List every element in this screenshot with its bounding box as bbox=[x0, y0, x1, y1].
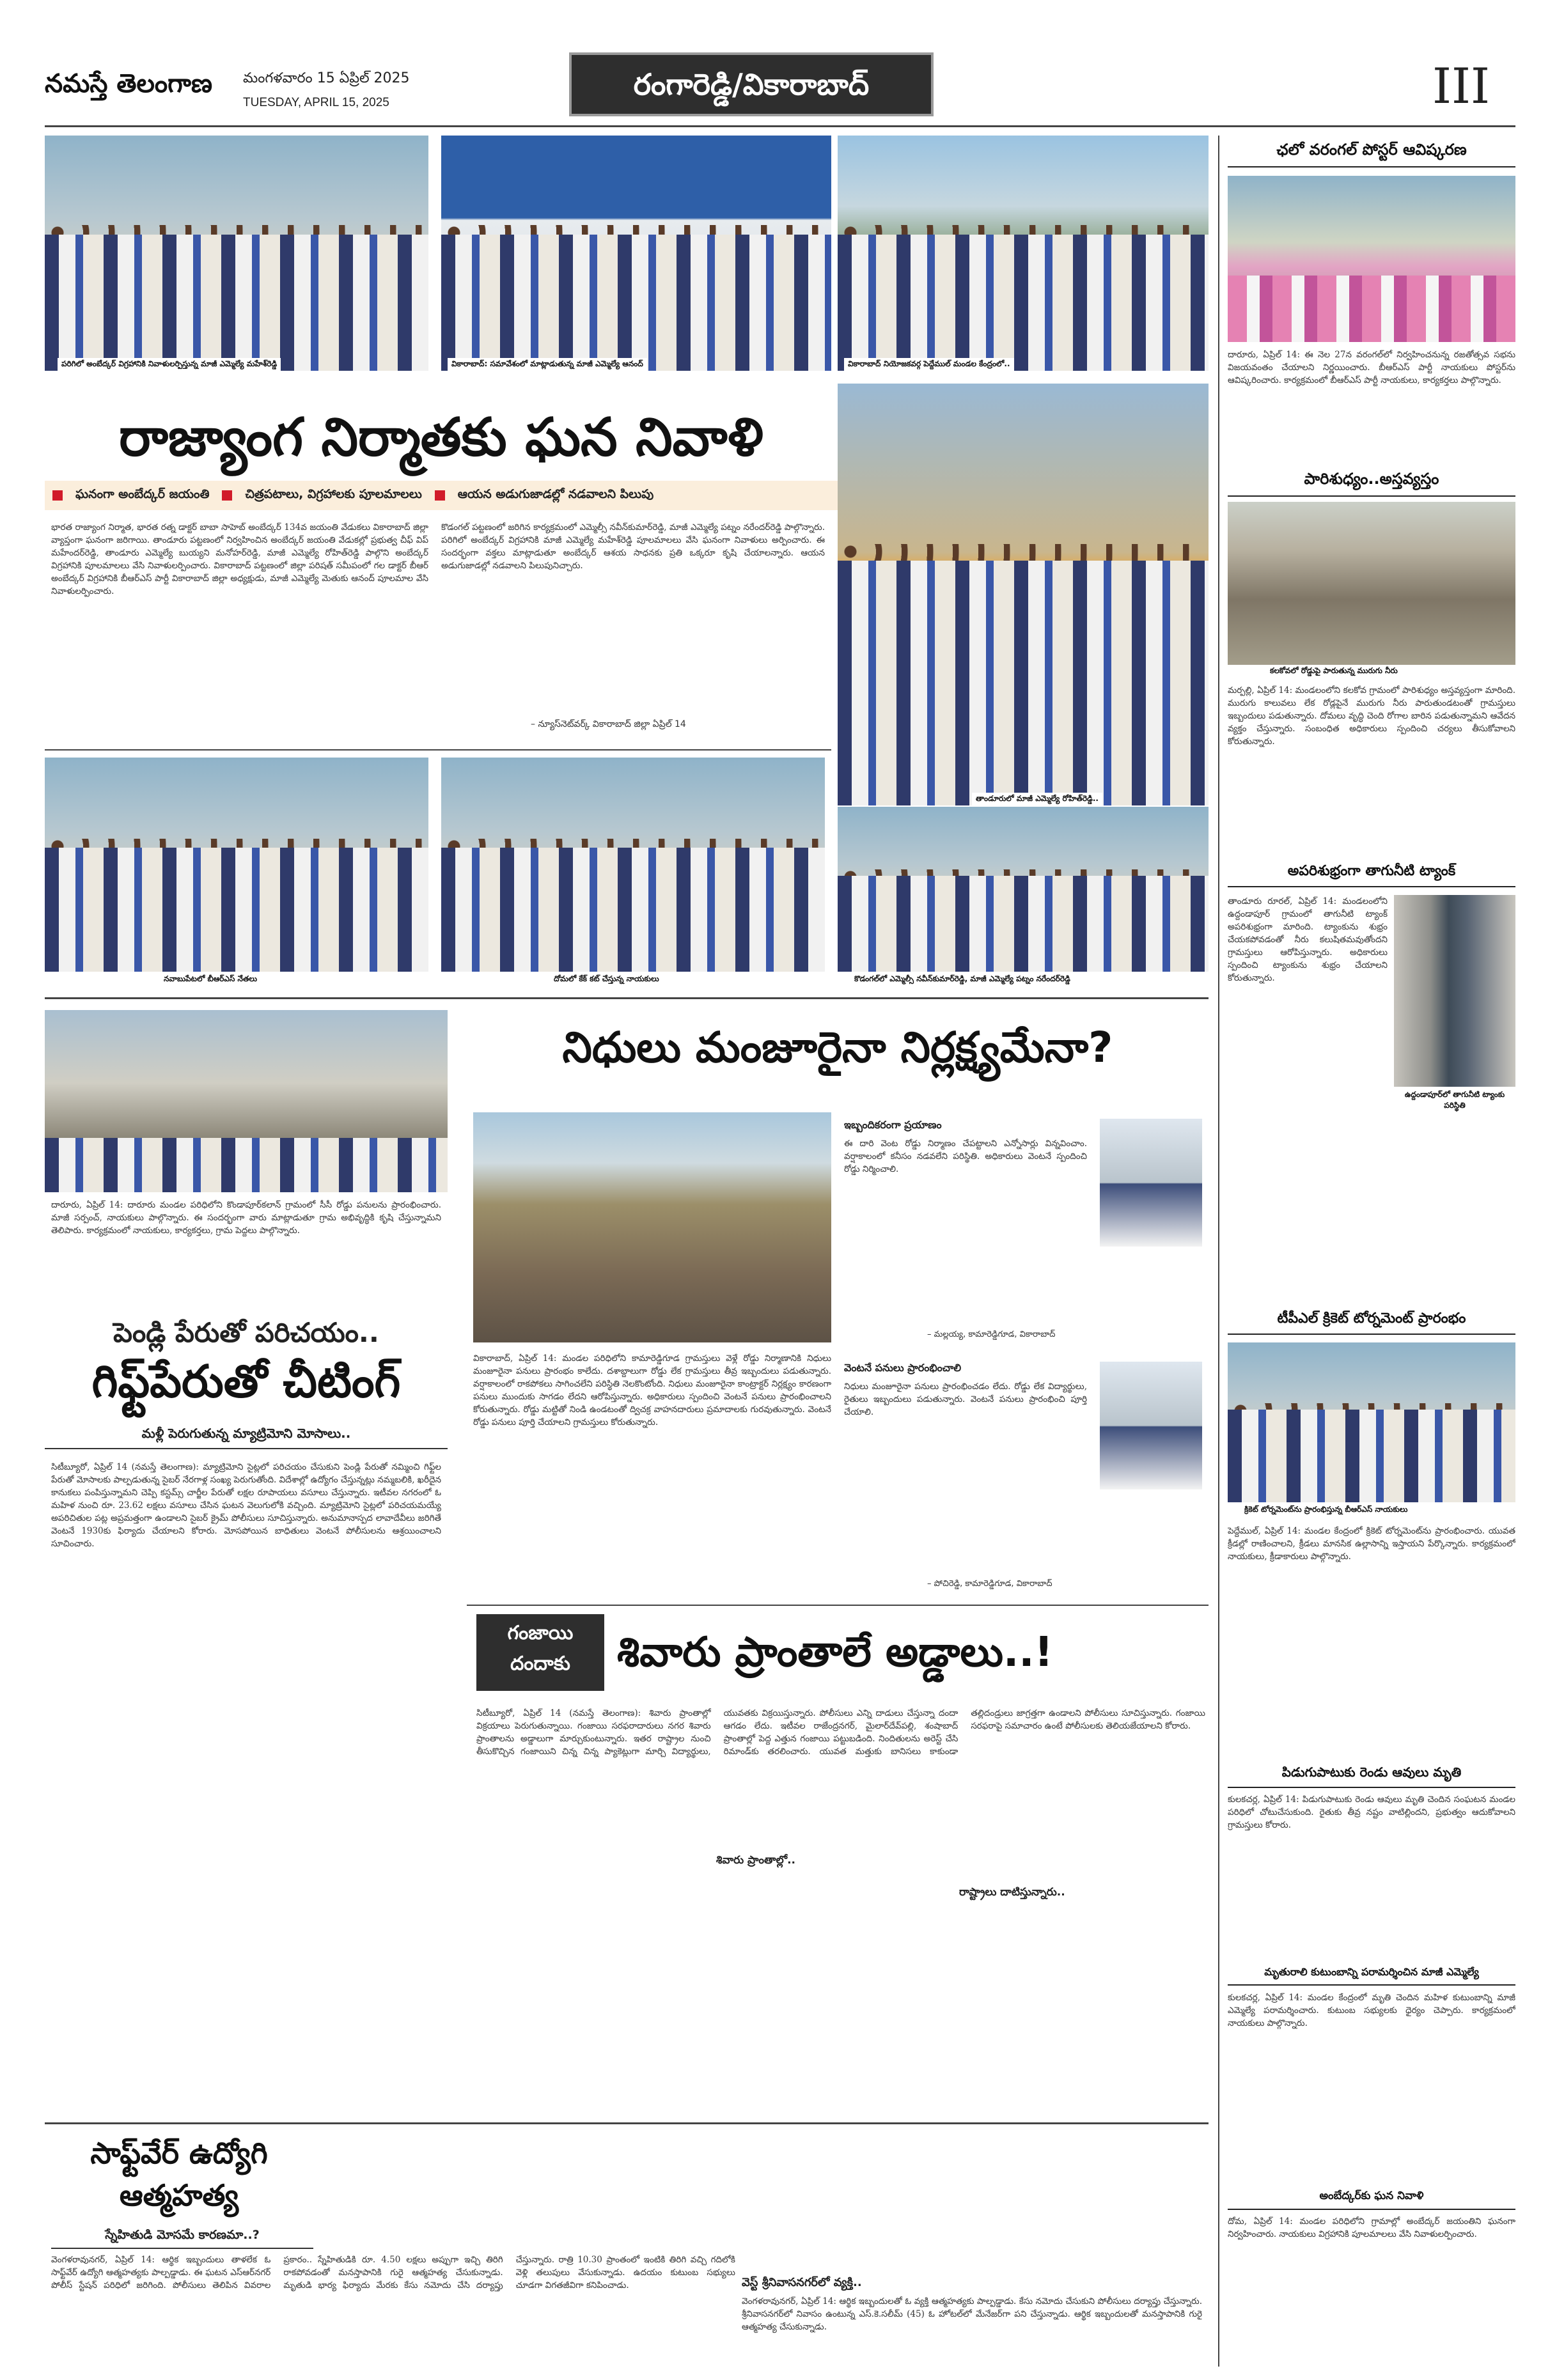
ganja-subhead-1: శివారు ప్రాంతాల్లో.. bbox=[716, 1854, 795, 1869]
software-sidebar-body: వెంగళరావునగర్, ఏప్రిల్ 14: ఆర్థిక ఇబ్బందులతో ఓ వ్యక్తి ఆత్మహత్యకు పాల్పడ్డాడు. కేసు నమోదు చేసుకుని పోలీసులు దర్యాప్తు చేస్తున్నారు. శ్రీనివాసనగర్‌లో నివాసం ఉంటున్న ఎస్.కె.సలీమ్ (45) ఓ హోటల్‌లో మేనేజర్‌గా పని చేస్తున్నాడు. ఆర్థిక ఇబ్బందులతో మనస్తాపానికి గురై ఆత్మహత్య చేసుకున్నాడు. bbox=[742, 2296, 1202, 2332]
cement-story-body: దారూరు, ఏప్రిల్ 14: దారూరు మండల పరిధిలోని కొండాపూర్‌కలాన్ గ్రామంలో సీసీ రోడ్డు పనులను ప్రారంభించారు. మాజీ సర్పంచ్, నాయకులు పాల్గొన్నారు. ఈ సందర్భంగా వారు మాట్లాడుతూ గ్రామ అభివృద్ధికి కృషి చేస్తున్నామని తెలిపారు. కార్యక్రమంలో నాయకులు, కార్యకర్తలు, గ్రామ పెద్దలు పాల్గొన్నారు. bbox=[51, 1200, 441, 1236]
lead-photo-vikarabad-meeting bbox=[441, 136, 831, 371]
right-story-4-photo bbox=[1228, 1342, 1515, 1502]
funds-headline: నిధులు మంజూరైనా నిర్లక్ష్యమేనా? bbox=[562, 1023, 1113, 1072]
right-story-3-photo bbox=[1394, 895, 1515, 1087]
software-body: వెంగళరావునగర్, ఏప్రిల్ 14: ఆర్థిక ఇబ్బందులు తాళలేక ఓ సాఫ్ట్‌వేర్ ఉద్యోగి ఆత్మహత్యకు పాల్పడ్డాడు. ఈ ఘటన ఎస్‌ఆర్‌నగర్ పోలీస్ స్టేషన్ పరిధిలో జరిగింది. పోలీసులు తెలిపిన వివరాల ప్రకారం.. స్నేహితుడికి రూ. 4.50 లక్షలు అప్పుగా ఇచ్చి తిరిగి రాకపోవడంతో మనస్తాపానికి గురై ఆత్మహత్య చేసుకున్నాడు. మృతుడి భార్య ఫిర్యాదు మేరకు కేసు నమోదు చేసి దర్యాప్తు చేస్తున్నారు. రాత్రి 10.30 ప్రాంతంలో ఇంటికి తిరిగి వచ్చి గదిలోకి వెళ్లి తలుపులు వేసుకున్నాడు. ఉదయం కుటుంబ సభ్యులు చూడగా విగతజీవిగా కనిపించాడు. bbox=[51, 2255, 735, 2291]
lead-caption-7: కొడంగల్‌లో ఎమ్మెల్సీ నవీన్‌కుమార్‌రెడ్డి, మాజీ ఎమ్మెల్యే పట్నం నరేందర్‌రెడ్డి bbox=[850, 973, 1074, 986]
highlight-bullet-icon bbox=[52, 490, 63, 501]
lead-dateline: – న్యూస్‌నెట్‌వర్క్ వికారాబాద్ జిల్లా ఏప్రిల్ 14 bbox=[531, 719, 686, 729]
right-story-4-caption: క్రికెట్ టోర్నమెంట్‌ను ప్రారంభిస్తున్న బీఆర్‌ఎస్ నాయకులు bbox=[1240, 1504, 1411, 1517]
lead-headline: రాజ్యాంగ నిర్మాతకు ఘన నివాళి bbox=[119, 407, 763, 468]
funds-divider bbox=[467, 1605, 1209, 1606]
highlight-2: చిత్రపటాలు, విగ్రహాలకు పూలమాలలు bbox=[245, 486, 422, 501]
quote-2-avatar bbox=[1100, 1362, 1202, 1489]
highlight-bullet-icon bbox=[435, 490, 445, 501]
cheating-headline: గిఫ్ట్‌పేరుతో చీటింగ్ bbox=[91, 1355, 401, 1408]
lead-photo-nawabpet bbox=[45, 758, 428, 972]
quote-1-body: ఈ దారి వెంట రోడ్డు నిర్మాణం చేపట్టాలని ఎన్నోసార్లు విన్నవించాం. వర్షాకాలంలో కనీసం నడవలేని పరిస్థితి. అధికారులు వెంటనే స్పందించి రోడ్డు నిర్మించాలి. bbox=[844, 1139, 1087, 1174]
quote-1-avatar bbox=[1100, 1119, 1202, 1247]
right-story-2-title: పారిశుధ్యం..అస్తవ్యస్తం bbox=[1228, 470, 1515, 497]
lead-photo-kodangal bbox=[838, 807, 1209, 972]
quote-2-title: వెంటనే పనులు ప్రారంభించాలి bbox=[844, 1362, 962, 1374]
right-story-2-body: మర్పల్లి, ఏప్రిల్ 14: మండలంలోని కలకోవ గ్రామంలో పారిశుధ్యం అస్తవ్యస్తంగా మారింది. మురుగు కాలువలు లేక రోడ్లపైనే మురుగు నీరు పారుతుండటంతో గ్రామస్తులు ఇబ్బందులు పడుతున్నారు. దోమలు వృద్ధి చెంది రోగాల బారిన పడుతున్నామని ఆవేదన వ్యక్తం చేస్తున్నారు. సంబంధిత అధికారులు స్పందించి చర్యలు తీసుకోవాలని కోరుతున్నారు. bbox=[1228, 685, 1515, 747]
right-story-7-body: దోమ, ఏప్రిల్ 14: మండల పరిధిలోని గ్రామాల్లో అంబేద్కర్ జయంతిని ఘనంగా నిర్వహించారు. నాయకులు విగ్రహానికి పూలమాలలు వేసి నివాళులర్పించారు. bbox=[1228, 2216, 1515, 2239]
right-story-6-title: మృతురాలి కుటుంబాన్ని పరామర్శించిన మాజీ ఎమ్మెల్యే bbox=[1228, 1966, 1515, 1986]
lead-photo-peddemul bbox=[838, 136, 1209, 371]
lead-caption-2: వికారాబాద్: సమావేశంలో మాట్లాడుతున్న మాజీ ఎమ్మెల్యే ఆనంద్ bbox=[448, 358, 647, 371]
right-story-4-body: పెద్దేముల్, ఏప్రిల్ 14: మండల కేంద్రంలో క్రికెట్ టోర్నమెంట్‌ను ప్రారంభించారు. యువత క్రీడల్లో రాణించాలని, క్రీడలు మానసిక ఉల్లాసాన్ని ఇస్తాయని పేర్కొన్నారు. కార్యక్రమంలో నాయకులు, క్రీడాకారులు పాల్గొన్నారు. bbox=[1228, 1526, 1515, 1562]
lead-caption-1: పరిగిలో అంబేద్కర్ విగ్రహానికి నివాళులర్పిస్తున్న మాజీ ఎమ్మెల్యే మహేశ్‌రెడ్డి bbox=[58, 358, 281, 371]
bottom-divider bbox=[45, 2122, 1209, 2124]
right-column-divider bbox=[1218, 136, 1219, 2367]
right-story-1-photo bbox=[1228, 176, 1515, 342]
right-story-2-caption: కలకోవలో రోడ్డుపై పారుతున్న మురుగు నీరు bbox=[1266, 665, 1402, 678]
right-story-3-caption: ఉద్దండాపూర్‌లో తాగునీటి ట్యాంకు పరిస్థితి bbox=[1404, 1090, 1505, 1110]
lead-photo-tandur bbox=[838, 384, 1209, 805]
right-story-6-body: కులకచర్ల, ఏప్రిల్ 14: మండల కేంద్రంలో మృతి చెందిన మహిళ కుటుంబాన్ని మాజీ ఎమ్మెల్యే పరామర్శించారు. కుటుంబ సభ్యులకు ధైర్యం చెప్పారు. కార్యక్రమంలో నాయకులు పాల్గొన్నారు. bbox=[1228, 1993, 1515, 2028]
date-telugu: మంగళవారం 15 ఏప్రిల్ 2025 bbox=[243, 70, 410, 86]
lead-body-col1: భారత రాజ్యాంగ నిర్మాత, భారత రత్న డాక్టర్ బాబా సాహెబ్ అంబేద్కర్ 134వ జయంతి వేడుకలు వికారాబాద్ జిల్లా వ్యాప్తంగా ఘనంగా జరిగాయి. తాండూరు పట్టణంలో నిర్వహించిన అంబేద్కర్ జయంతి వేడుకల్లో ప్రభుత్వ చీఫ్ విప్ మహేందర్‌రెడ్డి, తాండూరు ఎమ్మెల్యే బుయ్యని మనోహర్‌రెడ్డి, మాజీ ఎమ్మెల్యే రోహిత్‌రెడ్డి పాల్గొని అంబేద్కర్ విగ్రహానికి పూలమాలలు వేసి నివాళులర్పించారు. వికారాబాద్ పట్టణంలో జిల్లా పరిషత్ సమీపంలో గల డాక్టర్ బీఆర్ అంబేద్కర్ విగ్రహానికి బీఆర్‌ఎస్ పార్టీ వికారాబాద్ జిల్లా అధ్యక్షుడు, మాజీ ఎమ్మెల్యే మెతుకు ఆనంద్ పూలమాల వేసి నివాళులర్పించారు. bbox=[51, 522, 428, 596]
cheating-kicker: పెండ్లి పేరుతో పరిచయం.. bbox=[113, 1317, 379, 1348]
funds-quote-2 bbox=[844, 1362, 1209, 1605]
cheating-subhead: మళ్లీ పెరుగుతున్న మ్యాట్రిమోని మోసాలు.. bbox=[45, 1426, 448, 1449]
funds-road-photo bbox=[473, 1112, 831, 1342]
right-story-3-body: తాండూరు రూరల్, ఏప్రిల్ 14: మండలంలోని ఉద్దండాపూర్ గ్రామంలో తాగునీటి ట్యాంక్ అపరిశుభ్రంగా మారింది. ట్యాంకును శుభ్రం చేయకపోవడంతో నీరు కలుషితమవుతోందని గ్రామస్తులు ఆరోపిస్తున్నారు. అధికారులు స్పందించి ట్యాంకును శుభ్రం చేయాలని కోరుతున్నారు. bbox=[1228, 896, 1388, 983]
section-divider bbox=[45, 997, 1209, 999]
right-story-4-title: టీపీఎల్ క్రికెట్ టోర్నమెంట్ ప్రారంభం bbox=[1228, 1311, 1515, 1335]
masthead-rule bbox=[45, 125, 1515, 127]
right-story-7-title: అంబేద్కర్‌కు ఘన నివాళి bbox=[1228, 2189, 1515, 2210]
date-english: TUESDAY, APRIL 15, 2025 bbox=[243, 96, 389, 109]
quote-1-title: ఇబ్బందికరంగా ప్రయాణం bbox=[844, 1119, 942, 1131]
lead-photo-parigi bbox=[45, 136, 428, 371]
ganja-kicker-top: గంజాయి bbox=[507, 1622, 574, 1644]
right-story-5-title: పిడుగుపాటుకు రెండు ఆవులు మృతి bbox=[1228, 1764, 1515, 1788]
quote-2-author: – పోచిరెడ్డి, కామారెడ్డిగూడ, వికారాబాద్ bbox=[927, 1579, 1052, 1589]
masthead bbox=[0, 0, 1557, 128]
right-story-2-photo bbox=[1228, 502, 1515, 665]
section-title: రంగారెడ్డి/వికారాబాద్ bbox=[633, 67, 870, 102]
right-story-1-title: ఛలో వరంగల్ పోస్టర్ ఆవిష్కరణ bbox=[1228, 141, 1515, 167]
cement-mixer-photo bbox=[45, 1010, 448, 1192]
quote-1-author: – మల్లయ్య, కామారెడ్డిగూడ, వికారాబాద్ bbox=[927, 1330, 1056, 1339]
right-story-3-title: అపరిశుభ్రంగా తాగునీటి ట్యాంక్ bbox=[1228, 863, 1515, 887]
ganja-kicker-bottom: దందాకు bbox=[510, 1653, 570, 1675]
lead-divider bbox=[45, 749, 831, 751]
right-story-5-body: కులకచర్ల, ఏప్రిల్ 14: పిడుగుపాటుకు రెండు ఆవులు మృతి చెందిన సంఘటన మండల పరిధిలో చోటుచేసుకుంది. రైతుకు తీవ్ర నష్టం వాటిల్లిందని, ప్రభుత్వం ఆదుకోవాలని గ్రామస్తులు కోరారు. bbox=[1228, 1794, 1515, 1830]
lead-caption-4: తాండూరులో మాజీ ఎమ్మెల్యే రోహిత్‌రెడ్డి.. bbox=[972, 793, 1102, 806]
ganja-body: సిటీబ్యూరో, ఏప్రిల్ 14 (నమస్తే తెలంగాణ): శివారు ప్రాంతాల్లో విక్రయాలు పెరుగుతున్నాయి. గంజాయి సరఫరాదారులు నగర శివారు ప్రాంతాలను అడ్డాలుగా మార్చుకుంటున్నారు. ఇతర రాష్ట్రాల నుంచి తీసుకొచ్చిన గంజాయిని చిన్న చిన్న ప్యాకెట్లుగా మార్చి విద్యార్థులు, యువతకు విక్రయిస్తున్నారు. పోలీసులు ఎన్ని దాడులు చేస్తున్నా దందా ఆగడం లేదు. ఇటీవల రాజేంద్రనగర్, మైలార్‌దేవ్‌పల్లి, శంషాబాద్ ప్రాంతాల్లో పెద్ద ఎత్తున గంజాయి పట్టుబడింది. నిందితులను అరెస్ట్ చేసి రిమాండ్‌కు తరలించారు. యువత మత్తుకు బానిసలు కాకుండా తల్లిదండ్రులు జాగ్రత్తగా ఉండాలని పోలీసులు సూచిస్తున్నారు. గంజాయి సరఫరాపై సమాచారం ఉంటే పోలీసులకు తెలియజేయాలని కోరారు. bbox=[476, 1708, 1205, 1757]
lead-caption-5: నవాబుపేటలో బీఆర్‌ఎస్ నేతలు bbox=[160, 973, 261, 986]
section-banner bbox=[569, 52, 934, 116]
cheating-body: సిటీబ్యూరో, ఏప్రిల్ 14 (నమస్తే తెలంగాణ): మ్యాట్రిమోని సైట్లలో పరిచయం చేసుకుని పెండ్లి పేరుతో నమ్మించి గిఫ్ట్‌ల పేరుతో మోసాలకు పాల్పడుతున్న సైబర్ నేరగాళ్ల సంఖ్య పెరుగుతోంది. విదేశాల్లో ఉద్యోగం చేస్తున్నట్లు నమ్మబలికి, ఖరీదైన కానుకలు పంపిస్తున్నామని చెప్పి కస్టమ్స్ చార్జీల పేరుతో లక్షల రూపాయలు వసూలు చేస్తున్నారు. ఇటీవల నగరంలో ఓ మహిళ నుంచి రూ. 23.62 లక్షలు వసూలు చేసిన ఘటన వెలుగులోకి వచ్చింది. మ్యాట్రిమోని సైట్లలో పరిచయమయ్యే అపరిచితుల పట్ల అప్రమత్తంగా ఉండాలని సైబర్ క్రైమ్ పోలీసులు సూచిస్తున్నారు. అనుమానాస్పద లావాదేవీలు జరిగితే వెంటనే 1930కు ఫిర్యాదు చేయాలని కోరారు. మోసపోయిన బాధితులు వెంటనే పోలీసులను ఆశ్రయించాలని సూచించారు. bbox=[51, 1462, 441, 1549]
lead-body-col2: కొడంగల్ పట్టణంలో జరిగిన కార్యక్రమంలో ఎమ్మెల్సీ నవీన్‌కుమార్‌రెడ్డి, మాజీ ఎమ్మెల్యే పట్నం నరేందర్‌రెడ్డి పాల్గొన్నారు. పరిగిలో అంబేద్కర్ విగ్రహానికి మాజీ ఎమ్మెల్యే మహేశ్‌రెడ్డి పూలమాలలు వేసి ఘనంగా నివాళులు అర్పించారు. ఈ సందర్భంగా వక్తలు మాట్లాడుతూ అంబేద్కర్ ఆశయ సాధనకు ప్రతి ఒక్కరూ కృషి చేయాలన్నారు. ఆయన అడుగుజాడల్లో నడవాలని పిలుపునిచ్చారు. bbox=[441, 522, 825, 571]
highlight-3: ఆయన అడుగుజాడల్లో నడవాలని పిలుపు bbox=[457, 486, 654, 501]
lead-photo-doma bbox=[441, 758, 825, 972]
funds-quote-1 bbox=[844, 1119, 1209, 1355]
software-subhead: స్నేహితుడి మోసమే కారణమా..? bbox=[51, 2228, 313, 2249]
lead-highlights-bar bbox=[45, 481, 838, 510]
software-sidebar-title: వెస్ట్ శ్రీనివాసనగర్‌లో వ్యక్తి.. bbox=[742, 2276, 862, 2289]
lead-caption-3: వికారాబాద్ నియోజకవర్గ పెద్దేముల్ మండల కేంద్రంలో.. bbox=[844, 358, 1014, 371]
highlight-1: ఘనంగా అంబేద్కర్ జయంతి bbox=[75, 486, 210, 501]
right-story-1-body: దారూరు, ఏప్రిల్ 14: ఈ నెల 27న వరంగల్‌లో నిర్వహించనున్న రజతోత్సవ సభను విజయవంతం చేయాలని నిర్ణయించారు. బీఆర్‌ఎస్ పార్టీ నాయకులు పోస్టర్‌ను ఆవిష్కరించారు. కార్యక్రమంలో బీఆర్‌ఎస్ పార్టీ నాయకులు, కార్యకర్తలు పాల్గొన్నారు. bbox=[1228, 350, 1515, 385]
funds-body: వికారాబాద్, ఏప్రిల్ 14: మండల పరిధిలోని కామారెడ్డిగూడ గ్రామస్తులు వెళ్లే రోడ్డు నిర్మాణానికి నిధులు మంజూరైనా పనులు ప్రారంభం కాలేదు. దశాబ్దాలుగా రోడ్డు లేక గ్రామస్తులు తీవ్ర ఇబ్బందులు పడుతున్నారు. వర్షాకాలంలో రాకపోకలు సాగించలేని పరిస్థితి నెలకొంటోంది. నిధులు మంజూరైనా కాంట్రాక్టర్ నిర్లక్ష్యం కారణంగా పనులు ముందుకు సాగడం లేదని ఆరోపిస్తున్నారు. అధికారులు స్పందించి వెంటనే పనులు ప్రారంభించాలని కోరుతున్నారు. రోడ్డు మట్టితో నిండి ఉండటంతో ద్విచక్ర వాహనదారులు ప్రమాదాలకు గురవుతున్నారు. వెంటనే రోడ్డు పనులు పూర్తి చేయాలని గ్రామస్తులు కోరుతున్నారు. bbox=[473, 1353, 831, 1427]
software-headline: సాఫ్ట్‌వేర్ ఉద్యోగి ఆత్మహత్య bbox=[90, 2136, 268, 2213]
highlight-bullet-icon bbox=[222, 490, 232, 501]
quote-2-body: నిధులు మంజూరైనా పనులు ప్రారంభించడం లేదు. రోడ్డు లేక విద్యార్థులు, రైతులు ఇబ్బందులు పడుతున్నారు. వెంటనే పనులు ప్రారంభించి పూర్తి చేయాలి. bbox=[844, 1381, 1087, 1417]
ganja-subhead-2: రాష్ట్రాలు దాటిస్తున్నారు.. bbox=[959, 1886, 1065, 1901]
lead-caption-6: దోమలో కేక్ కట్ చేస్తున్న నాయకులు bbox=[550, 973, 663, 986]
brand-logo: నమస్తే తెలంగాణ bbox=[45, 69, 213, 98]
ganja-kicker-box bbox=[476, 1614, 604, 1691]
page-number: III bbox=[1432, 58, 1490, 114]
ganja-headline: శివారు ప్రాంతాలే అడ్డాలు..! bbox=[617, 1629, 1053, 1676]
